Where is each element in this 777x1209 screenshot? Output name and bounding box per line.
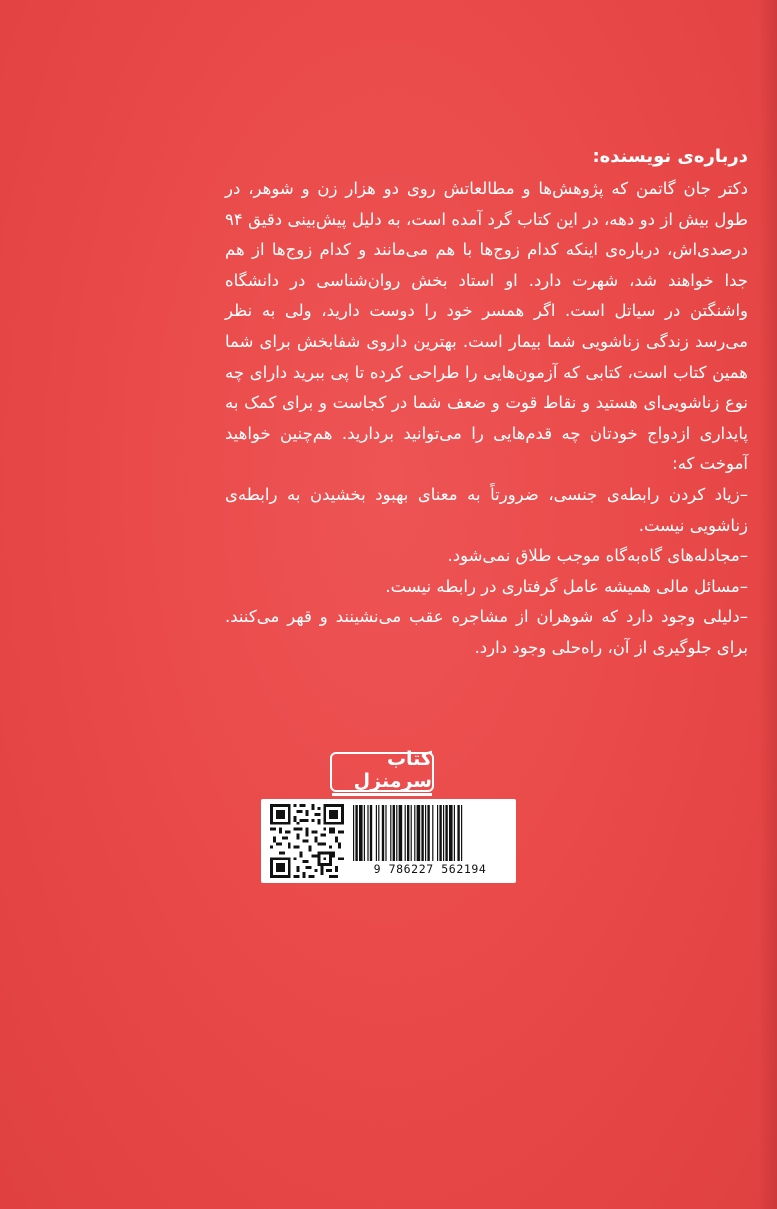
barcode-bar	[355, 805, 357, 861]
spine-shadow	[759, 0, 777, 1209]
barcode-bar	[364, 805, 365, 861]
barcode-bar	[449, 805, 453, 861]
barcode-bar	[421, 805, 423, 861]
barcode-bar	[439, 805, 441, 861]
publisher-logo	[330, 748, 434, 792]
barcode-bar	[414, 805, 415, 861]
barcode-bar	[461, 805, 462, 861]
barcode-bar	[359, 805, 363, 861]
barcode-bar	[432, 805, 433, 861]
barcode-bar	[411, 805, 412, 861]
isbn-number: 9 786227 562194	[373, 862, 487, 876]
barcode-bar	[353, 805, 354, 861]
barcode-bar	[437, 805, 438, 861]
barcode-bar	[370, 805, 372, 861]
bullet-list	[225, 480, 748, 664]
barcode-bar	[393, 805, 395, 861]
barcode-bar	[457, 805, 459, 861]
barcode-bar	[376, 805, 377, 861]
bullet-item: –زیاد کردن رابطه‌ی جنسی، ضرورتاً به معنای بهبود بخشیدن به رابطه‌ی زناشویی نیست.	[225, 484, 748, 535]
barcode-bar	[427, 805, 429, 861]
barcode-bar	[396, 805, 397, 861]
barcode-bar	[443, 805, 444, 861]
barcode-bar	[454, 805, 455, 861]
barcode-bar	[405, 805, 406, 861]
bullet-item: –مجادله‌های گاه‌به‌گاه موجب طلاق نمی‌شود.	[447, 546, 748, 566]
barcode-box	[261, 799, 516, 883]
about-author-heading: درباره‌ی نویسنده:	[592, 146, 748, 167]
barcode-bar	[425, 805, 426, 861]
barcode-bar	[385, 805, 386, 861]
bullet-item: –دلیلی وجود دارد که شوهران از مشاجره عقب می‌نشینند و قهر می‌کنند. برای جلوگیری از آن، راه‌حلی وجود دارد.	[225, 607, 748, 657]
barcode-bar	[382, 805, 384, 861]
about-author-section	[225, 142, 748, 664]
barcode-icon	[351, 805, 509, 861]
barcode-bar	[399, 805, 403, 861]
about-author-body: دکتر جان گاتمن که پژوهش‌ها و مطالعاتش روی دو هزار زن و شوهر، در طول بیش از دو دهه، در این کتاب گرد آمده است، به دلیل پیش‌بینی دقیق ۹۴ درصدی‌اش، درباره‌ی اینکه کدام زوج‌ها با هم می‌مانند و کدام زوج‌ها از هم جدا خواهند شد، شهرت دارد. او استاد بخش روان‌شناسی در دانشگاه واشنگتن در سیاتل است. اگر همسر خود را دوست دارید، ولی به نظر می‌رسد زندگی زناشویی شما بیمار است. بهترین داروی شفابخش برای شما همین کتاب است، کتابی که آزمون‌هایی را طراحی کرده تا پی ببرید دارای چه نوع زناشویی‌ای هستید و نقاط قوت و ضعف شما در کجاست و برای کمک به پایداری ازدواج خودتان چه قدم‌هایی را می‌توانید بردارید. هم‌چنین خواهید آموخت که:	[225, 179, 748, 474]
barcode-bar	[445, 805, 447, 861]
publisher-logo-text: کتاب سرمنزل	[332, 748, 432, 796]
barcode-bar	[378, 805, 379, 861]
barcode-bar	[417, 805, 421, 861]
barcode-bar	[407, 805, 409, 861]
qr-code-icon	[270, 804, 344, 878]
bullet-item: –مسائل مالی همیشه عامل گرفتاری در رابطه نیست.	[385, 576, 748, 596]
barcode-bar	[367, 805, 368, 861]
barcode-bar	[390, 805, 391, 861]
